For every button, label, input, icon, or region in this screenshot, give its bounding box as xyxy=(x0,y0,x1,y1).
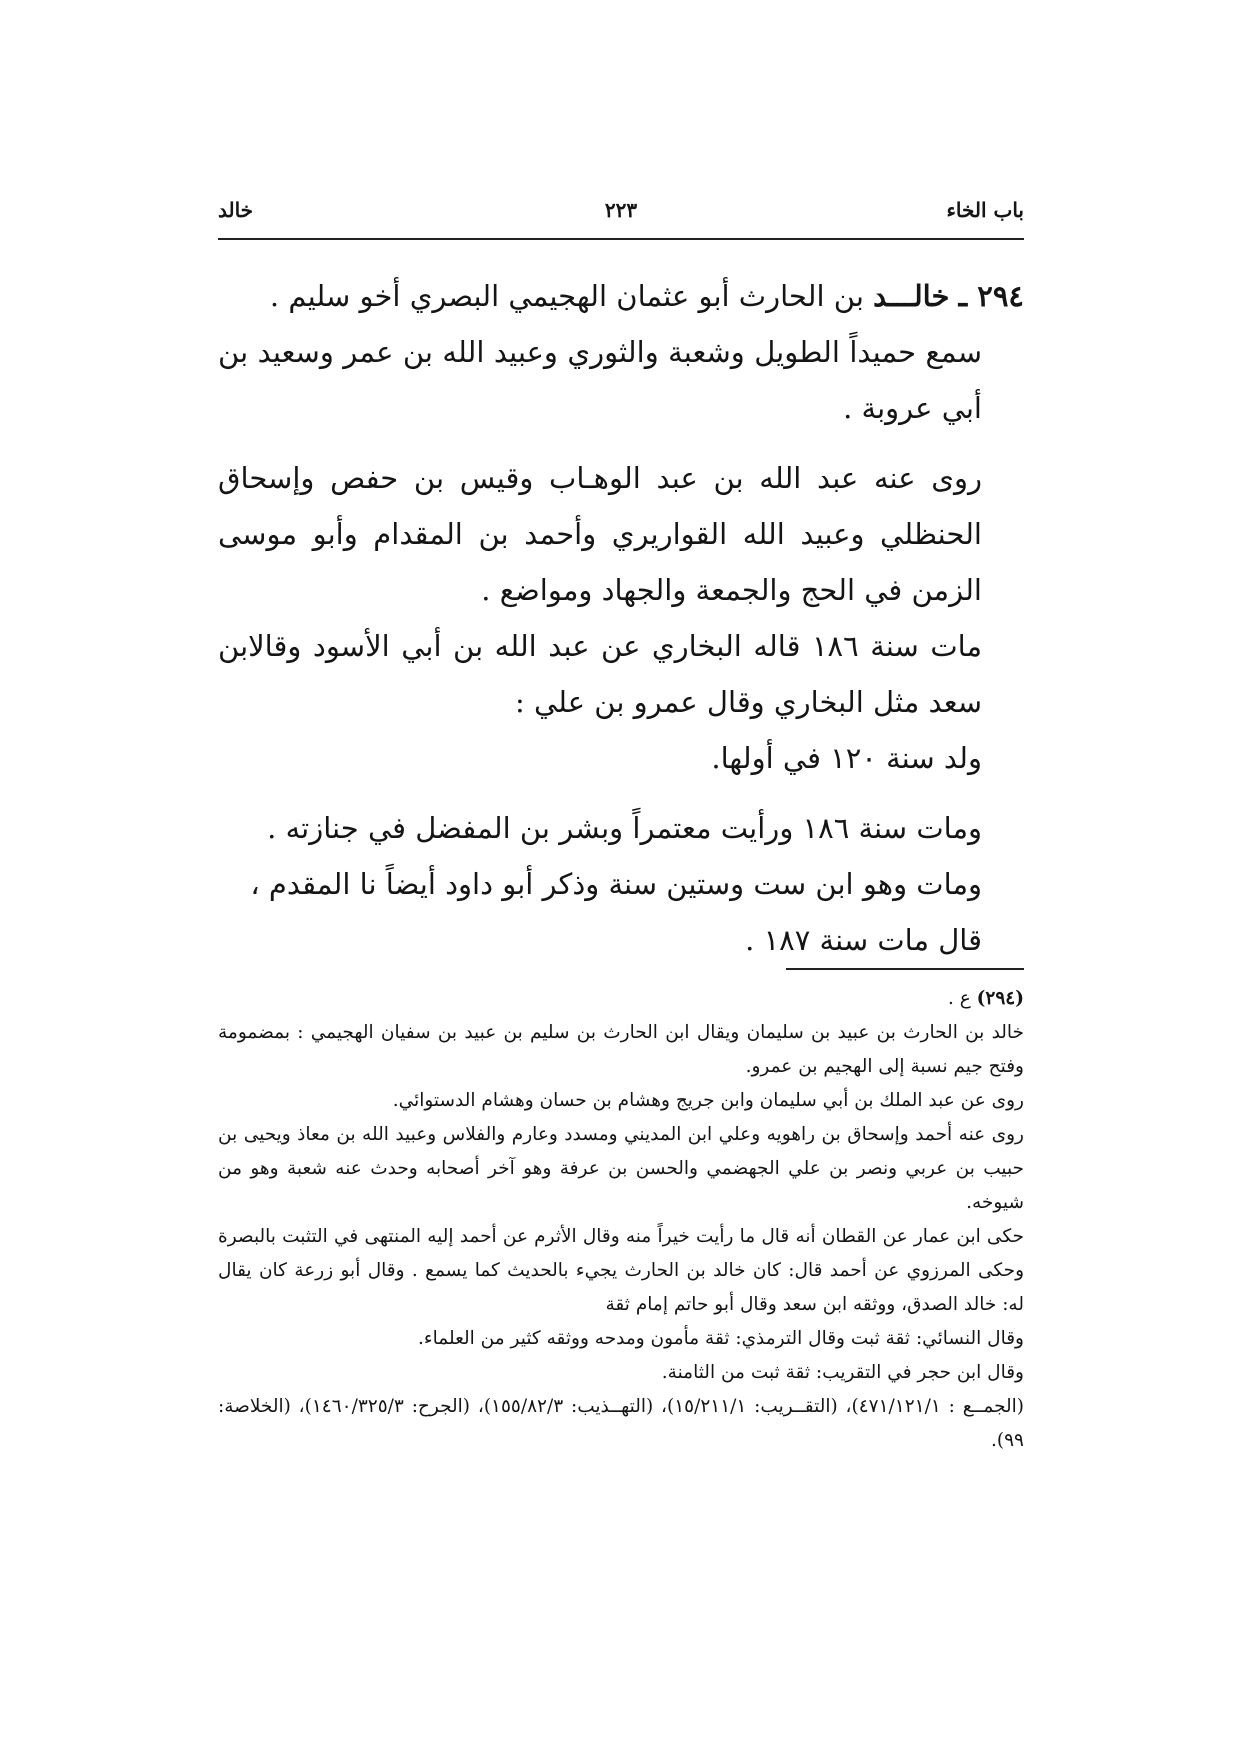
entry-number: ٢٩٤ ـ xyxy=(958,279,1024,313)
entry-heading xyxy=(218,268,1024,324)
heard-from-paragraph: سمع حميداً الطويل وشعبة والثوري وعبيد الله بن عمر وسعيد بن أبي عروبة . xyxy=(218,335,982,425)
footnote-line: وقال ابن حجر في التقريب: ثقة ثبت من الثامنة. xyxy=(661,1362,1024,1383)
chapter-title: باب الخاء xyxy=(946,198,1024,222)
running-header xyxy=(218,192,1024,236)
footnote-line: حكى ابن عمار عن القطان أنه قال ما رأيت خيراً منه وقال الأثرم عن أحمد إليه المنتهى في التثبت بالبصرة وحكى المرزوي عن أحمد قال: كان خالد بن الحارث يجيء بالحديث كما يسمع . وقال أبو زرعة كان يقال له: خالد الصدق، ووثقه ابن سعد وقال أبو حاتم إمام ثقة xyxy=(218,1226,1024,1315)
footnote-line: وقال النسائي: ثقة ثبت وقال الترمذي: ثقة مأمون ومدحه ووثقه كثير من العلماء. xyxy=(418,1328,1024,1349)
birth-line: ولد سنة ١٢٠ في أولها. xyxy=(711,741,982,775)
footnote-references: (الجمــع : ٤٧١/١٢١/١)، (التقــريب: ١٥/٢١١/١)، (التهــذيب: ١٥٥/٨٢/٣)، (الجرح: ١٤٦٠/٣٢٥/٣)، (الخلاصة: ٩٩). xyxy=(218,1396,1025,1451)
entry-body xyxy=(218,268,1024,968)
page-number: ٢٢٣ xyxy=(604,198,638,222)
footnote-line: روى عنه أحمد وإسحاق بن راهويه وعلي ابن المديني ومسدد وعارم والفلاس وعبيد الله بن معاذ ويحيى بن حبيب بن عربي ونصر بن علي الجهضمي والحسن بن عرفة وهو آخر أصحابه وحدث عنه شعبة وهو من شيوخه. xyxy=(218,1124,1024,1213)
footnote-number: (٢٩٤) xyxy=(976,988,1024,1009)
footnote-heading xyxy=(218,982,1024,1016)
footnote-line: خالد بن الحارث بن عبيد بن سليمان ويقال ابن الحارث بن سليم بن عبيد بن سفيان الهجيمي : بمضمومة وفتح جيم نسبة إلى الهجيم بن عمرو. xyxy=(218,1022,1024,1077)
died-age-line: ومات وهو ابن ست وستين سنة وذكر أبو داود أيضاً نا المقدم ، xyxy=(250,867,982,901)
died-saw-line: ومات سنة ١٨٦ ورأيت معتمراً وبشر بن المفضل في جنازته . xyxy=(267,811,982,845)
footnote-rule xyxy=(786,968,1024,970)
narrated-paragraph: روى عنه عبد الله بن عبد الوهـاب وقيس بن حفص وإسحاق الحنظلي وعبيد الله القواريري وأحمد بن المقدام وأبو موسى الزمن في الحج والجمعة والجهاد ومواضع . xyxy=(218,461,982,607)
entry-keyword: خالد xyxy=(218,198,254,222)
death-paragraph: مات سنة ١٨٦ قاله البخاري عن عبد الله بن أبي الأسود وقالابن سعد مثل البخاري وقال عمرو بن علي : xyxy=(218,629,982,719)
entry-name: خالـــد xyxy=(873,279,950,313)
footnote-line: روى عن عبد الملك بن أبي سليمان وابن جريج وهشام بن حسان وهشام الدستوائي. xyxy=(392,1090,1024,1111)
entry-title-rest: بن الحارث أبو عثمان الهجيمي البصري أخو سليم . xyxy=(269,279,864,313)
died-said-line: قال مات سنة ١٨٧ . xyxy=(745,923,982,957)
footnotes xyxy=(218,982,1024,1458)
header-rule xyxy=(218,238,1024,240)
footnote-code: ع . xyxy=(947,988,971,1009)
